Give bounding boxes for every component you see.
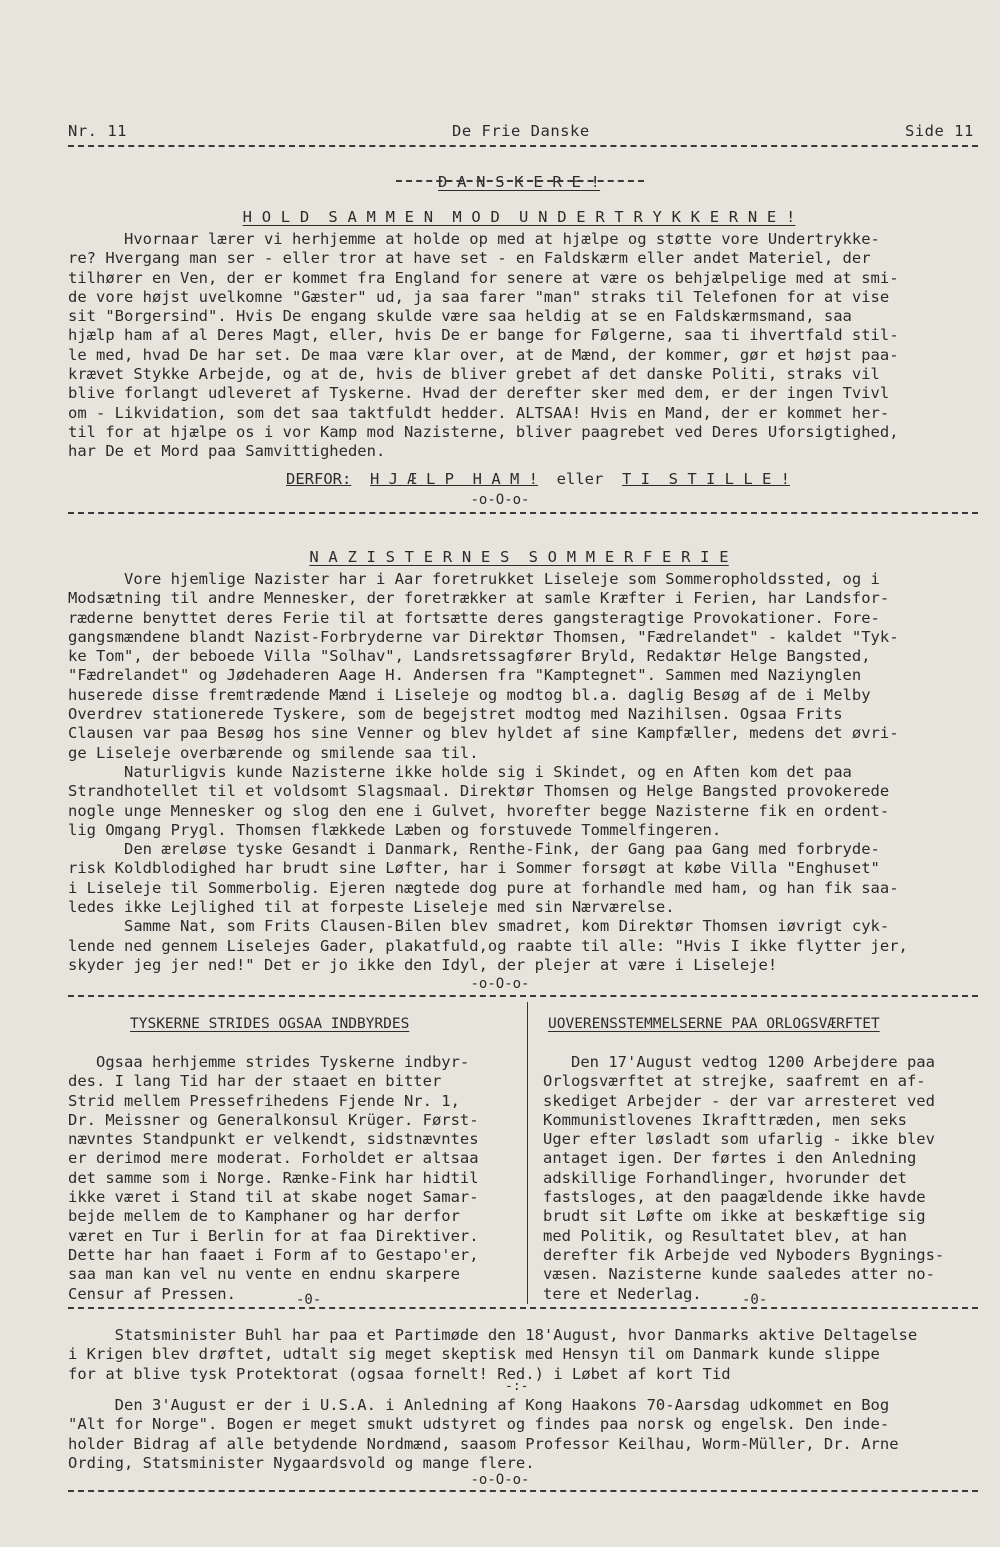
left-column-body: Ogsaa herhjemme strides Tyskerne indbyr- des. I lang Tid har der staaet en bitter Strid mellem Pressefrihedens Fjende Nr. 1, Dr. Meissner og Generalkonsul Krüger. Først- nævntes Standpunkt er velkendt, sidstnævntes er derimod mere moderat. Forholdet er altsaa det samme som i Norge. Rænke-Fink har hidtil ikke været i Stand til at skabe noget Samar- bejde mellem de to Kamphaner og har derfor været en Tur i Berlin for at faa Direktiver. Dette har han faaet i Form af to Gestapo'er, saa man kan vel nu vente en endnu skarpere Censur af Pressen. (68, 1053, 479, 1303)
left-column-endmark: -0- (296, 1292, 322, 1308)
paragraph-buhl: Statsminister Buhl har paa et Partimøde den 18'August, hvor Danmarks aktive Deltagelse i Krigen blev drøftet, udtalt sig meget skeptisk med Hensyn til om Danmark kunde slippe for at blive tysk Protektorat (ogsaa fornelt! Red.) i Løbet af kort Tid (68, 1326, 918, 1383)
section1-separator: -o-O-o- (470, 492, 530, 508)
final-separator: -o-O-o- (470, 1472, 530, 1488)
publication-name: De Frie Danske (452, 122, 590, 140)
section1-callout (286, 470, 790, 488)
headline-rule (396, 180, 644, 182)
callout-quiet: T I S T I L L E ! (622, 470, 790, 488)
issue-number: Nr. 11 (68, 122, 127, 140)
section2-rule (68, 995, 978, 997)
callout-or: eller (556, 470, 604, 488)
right-column-endmark: -0- (742, 1292, 768, 1308)
section1-body: Hvornaar lærer vi herhjemme at holde op med at hjælpe og støtte vore Undertrykke- re? Hvergang man ser - eller tror at have set - en Faldskærm eller andet Materiel, der tilhører en Ven, der er kommet fra England for senere at være os behjælpelige med at smi- de vore højst uvelkomne "Gæster" ud, ja saa farer "man" straks til Telefonen for at vise sit "Borgersind". Hvis De engang skulde være saa heldig at se en Faldskærmsmand, saa hjælp ham af al Deres Magt, eller, hvis De er bange for Følgerne, saa ti ihvertfald stil- le med, hvad De har set. De maa være klar over, at de Mænd, der kommer, gør et højst paa- krævet Stykke Arbejde, og at de, hvis de bliver grebet af det danske Politi, straks vil blive forlangt udleveret af Tyskerne. Hvad der derefter sker med dem, er der ingen Tvivl om - Likvidation, som det saa taktfuldt hedder. ALTSAA! Hvis en Mand, der er kommet her- til for at hjælpe os i vor Kamp mod Nazisterne, bliver paagrebet ved Deres Uforsigtighed, har De et Mord paa Samvittigheden. (68, 230, 899, 461)
section1-rule (68, 512, 978, 514)
headline-danskere-text: D A N S K E R E ! (438, 173, 601, 191)
buhl-mark: -:- (505, 1379, 529, 1394)
header-rule (68, 145, 978, 147)
columns-rule (68, 1307, 978, 1309)
paragraph-haakon: Den 3'August er der i U.S.A. i Anledning af Kong Haakons 70-Aarsdag udkommet en Bog "Alt for Norge". Bogen er meget smukt udstyret og findes paa norsk og engelsk. Den inde- holder Bidrag af alle betydende Nordmænd, saasom Professor Keilhau, Worm-Müller, Dr. Arne Ording, Statsminister Nygaardsvold og mange flere. (68, 1396, 899, 1472)
final-rule (68, 1490, 978, 1492)
section2-title-text: N A Z I S T E R N E S S O M M E R F E R I E (309, 548, 729, 566)
left-column-title: TYSKERNE STRIDES OGSAA INDBYRDES (130, 1016, 410, 1032)
right-column-title: UOVERENSSTEMMELSERNE PAA ORLOGSVÆRFTET (548, 1016, 880, 1032)
section2-body: Vore hjemlige Nazister har i Aar foretrukket Liseleje som Sommeropholdssted, og i Modsætning til andre Mennesker, der foretrækker at samle Kræfter i Ferien, har Landsfor- ræderne benyttet deres Ferie til at fortsætte deres gangsteragtige Provokationer. Fore- gangsmændene blandt Nazist-Forbryderne var Direktør Thomsen, "Fædrelandet" - kaldet "Tyk- ke Tom", der beboede Villa "Solhav", Landsretssagfører Bryld, Redaktør Helge Bangsted, "Fædrelandet" og Jødehaderen Aage H. Andersen fra "Kamptegnet". Sammen med Naziynglen huserede disse fremtrædende Mænd i Liseleje og modtog bl.a. daglig Besøg af de i Melby Overdrev stationerede Tyskere, som de begejstret modtog med Nazihilsen. Ogsaa Frits Clausen var paa Besøg hos sine Venner og blev hyldet af sine Kampfæller, medens det øvri- ge Liseleje overbærende og smilende saa til. Naturligvis kunde Nazisterne ikke holde sig i Skindet, og en Aften kom det paa Strandhotellet til et voldsomt Slagsmaal. Direktør Thomsen og Helge Bangsted provokerede nogle unge Mennesker og slog den ene i Gulvet, hvorefter begge Nazisterne fik en ordent- lig Omgang Prygl. Thomsen flækkede Læben og forstuvede Tommelfingeren. Den æreløse tyske Gesandt i Danmark, Renthe-Fink, der Gang paa Gang med forbryde- risk Koldblodighed har brudt sine Løfter, har i Sommer forsøgt at købe Villa "Enghuset" i Liseleje til Sommerbolig. Ejeren nægtede dog pure at forhandle med ham, og han fik saa- ledes ikke Lejlighed til at forpeste Liseleje med sin Nærværelse. Samme Nat, som Frits Clausen-Bilen blev smadret, kom Direktør Thomsen iøvrigt cyk- lende ned gennem Liselejes Gader, plakatfuld,og raabte til alle: "Hvis I ikke flytter jer, skyder jeg jer ned!" Det er jo ikke den Idyl, der plejer at være i Liseleje! (68, 570, 908, 974)
callout-help: H J Æ L P H A M ! (370, 470, 538, 488)
section2-separator: -o-O-o- (470, 976, 530, 992)
right-column-body: Den 17'August vedtog 1200 Arbejdere paa Orlogsværftet at strejke, saafremt en af- skediget Arbejder - der var arresteret ved Kommunistlovenes Ikrafttræden, men seks Uger efter løsladt som ufarlig - ikke blev antaget igen. Der førtes i den Anledning adskillige Forhandlinger, hvorunder det fastsloges, at den paagældende ikke havde brudt sit Løfte om ikke at beskæftige sig med Politik, og Resultatet blev, at han derefter fik Arbejde ved Nyboders Bygnings- væsen. Nazisterne kunde saaledes atter no- tere et Nederlag. (543, 1053, 945, 1303)
callout-prefix: DERFOR: (286, 470, 352, 488)
section1-title-text: H O L D S A M M E N M O D U N D E R T R Y K K E R N E ! (242, 208, 796, 226)
column-divider (527, 1002, 528, 1304)
page-number: Side 11 (905, 122, 974, 140)
